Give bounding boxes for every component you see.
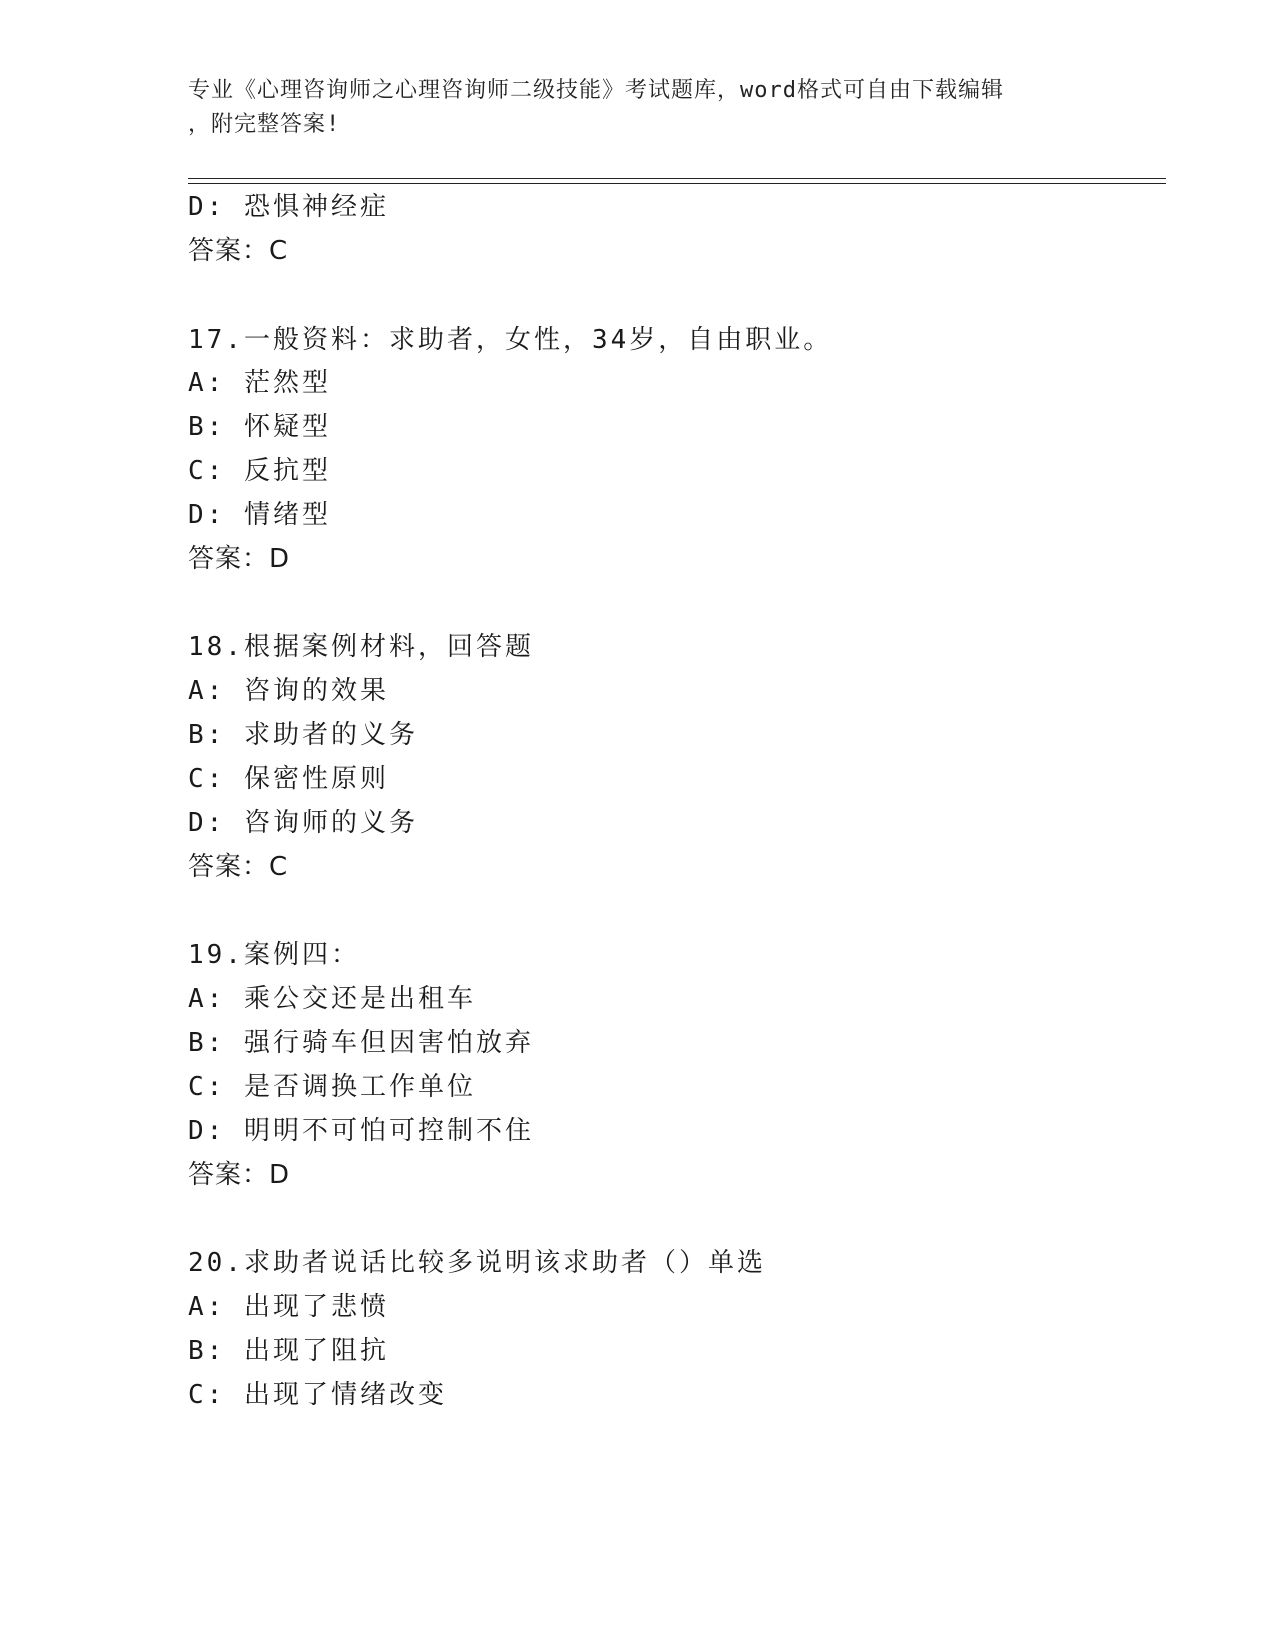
question-19-option-a: A: 乘公交还是出租车 xyxy=(188,984,476,1014)
question-17-option-a: A: 茫然型 xyxy=(188,368,331,398)
question-19-option-b: B: 强行骑车但因害怕放弃 xyxy=(188,1028,534,1058)
question-20-option-c: C: 出现了情绪改变 xyxy=(188,1380,447,1410)
question-18-option-d: D: 咨询师的义务 xyxy=(188,808,418,838)
question-18-answer: 答案：C xyxy=(188,852,289,882)
header-divider-top xyxy=(188,178,1166,179)
question-18-option-a: A: 咨询的效果 xyxy=(188,676,389,706)
question-17-answer: 答案：D xyxy=(188,544,291,574)
question-20-option-a: A: 出现了悲愤 xyxy=(188,1292,389,1322)
question-19-option-d: D: 明明不可怕可控制不住 xyxy=(188,1116,534,1146)
question-18-stem: 18.根据案例材料，回答题 xyxy=(188,632,534,662)
question-17-option-c: C: 反抗型 xyxy=(188,456,331,486)
option-d: D: 恐惧神经症 xyxy=(188,192,389,222)
question-19-answer: 答案：D xyxy=(188,1160,291,1190)
question-18-option-b: B: 求助者的义务 xyxy=(188,720,418,750)
question-17-option-b: B: 怀疑型 xyxy=(188,412,331,442)
question-20-stem: 20.求助者说话比较多说明该求助者（）单选 xyxy=(188,1248,766,1278)
question-19-stem: 19.案例四： xyxy=(188,940,360,970)
header-title-line-1: 专业《心理咨询师之心理咨询师二级技能》考试题库，word格式可自由下载编辑 xyxy=(188,78,1004,103)
document-header xyxy=(188,74,1068,142)
header-divider-bottom xyxy=(188,183,1166,184)
question-18-option-c: C: 保密性原则 xyxy=(188,764,389,794)
answer-line: 答案：C xyxy=(188,236,289,266)
header-title-line-2: ，附完整答案! xyxy=(188,112,341,137)
question-17-option-d: D: 情绪型 xyxy=(188,500,331,530)
question-20-option-b: B: 出现了阻抗 xyxy=(188,1336,389,1366)
question-17-stem: 17.一般资料：求助者，女性，34岁，自由职业。 xyxy=(188,325,833,355)
question-19-option-c: C: 是否调换工作单位 xyxy=(188,1072,476,1102)
